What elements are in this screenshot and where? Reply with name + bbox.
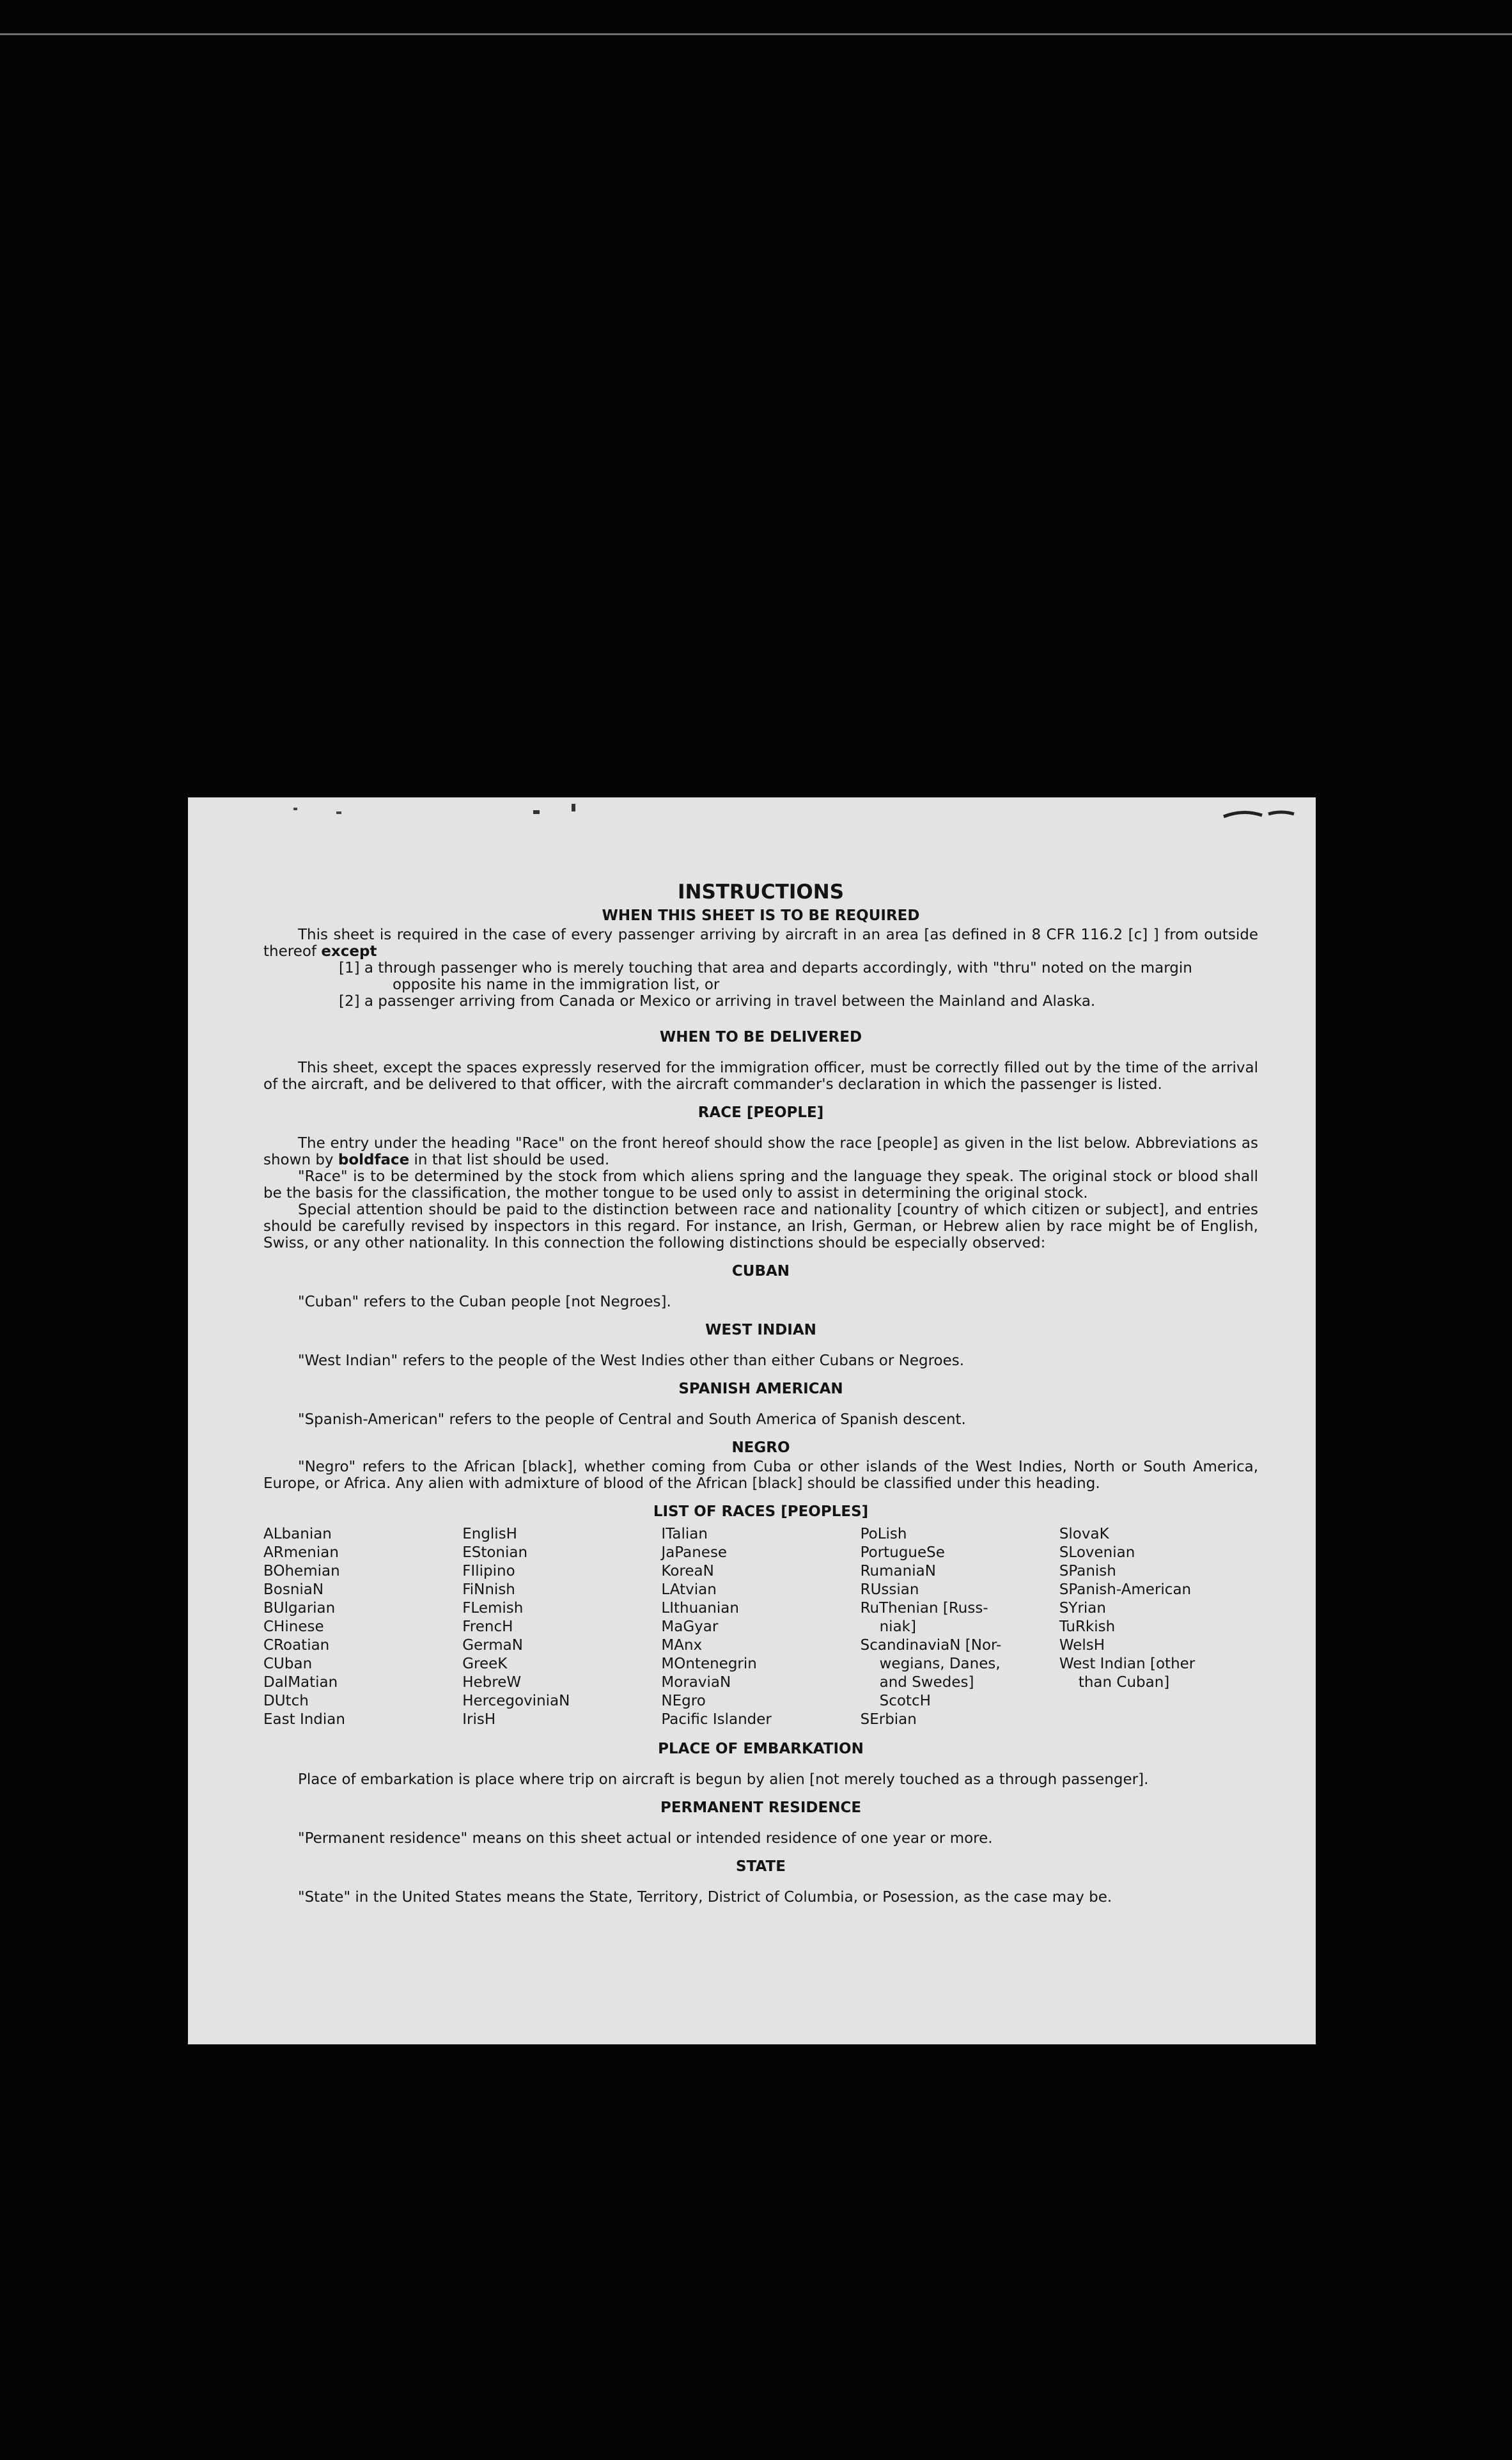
race-entry: TuRkish (1059, 1618, 1116, 1635)
race-entry: SErbian (860, 1711, 917, 1728)
race-entry: PortugueSe (860, 1544, 945, 1561)
race-entry: FIlipino (462, 1563, 515, 1579)
race-entry: GermaN (462, 1637, 523, 1654)
race-entry: KoreaN (661, 1563, 714, 1579)
race-paragraph-3: Special attention should be paid to the distinction between race and nationality [country of which citizen or subject], and entries should be carefully revised by inspectors in this regard. For instance, an Irish, German, or Hebrew alien by race might be of English, Swiss, or any other nationality. In this connection the following distinctions should be especially observed: (263, 1202, 1258, 1251)
race-entry: MOntenegrin (661, 1656, 757, 1672)
race-list (263, 1525, 1258, 1729)
race-entry: HercegoviniaN (462, 1693, 570, 1709)
required-intro: This sheet is required in the case of every passenger arriving by aircraft in an area [as defined in 8 CFR 116.2 [c] ] from outside thereof except (263, 927, 1258, 960)
race-column-4 (861, 1525, 1059, 1729)
race-entry: SYrian (1059, 1600, 1106, 1617)
race-entry: SPanish-American (1059, 1581, 1192, 1598)
race-entry: MAnx (661, 1637, 703, 1654)
race-entry: wegians, Danes, (879, 1656, 1001, 1672)
race-entry: EStonian (462, 1544, 528, 1561)
race-entry: PoLish (860, 1526, 907, 1542)
race-entry: WelsH (1059, 1637, 1105, 1654)
race-entry: DalMatian (263, 1674, 338, 1691)
race-entry: ALbanian (263, 1526, 332, 1542)
required-item-1: [1] a through passenger who is merely touching that area and departs accordingly, with "thru" noted on the margin opposite his name in the immigration list, or (339, 960, 1192, 993)
race-entry: IrisH (462, 1711, 496, 1728)
race-entry: Pacific Islander (661, 1711, 772, 1728)
race-entry: LIthuanian (661, 1600, 739, 1617)
section-heading-state: STATE (736, 1858, 786, 1875)
section-heading-race-list: LIST OF RACES [PEOPLES] (653, 1503, 869, 1520)
section-heading-delivered: WHEN TO BE DELIVERED (659, 1029, 862, 1046)
race-column-3 (661, 1525, 860, 1729)
embarkation-text: Place of embarkation is place where trip on aircraft is begun by alien [not merely touched as a through passenger]. (298, 1771, 1149, 1788)
race-column-2 (462, 1525, 661, 1729)
race-entry: than Cuban] (1078, 1674, 1170, 1691)
section-heading-cuban: CUBAN (731, 1263, 790, 1280)
race-entry: and Swedes] (879, 1674, 974, 1691)
race-entry: FrencH (462, 1618, 513, 1635)
race-entry: ScotcH (879, 1693, 931, 1709)
race-entry: SLovenian (1059, 1544, 1135, 1561)
section-heading-embarkation: PLACE OF EMBARKATION (658, 1741, 864, 1757)
cuban-text: "Cuban" refers to the Cuban people [not Negroes]. (298, 1294, 671, 1310)
section-heading-west-indian: WEST INDIAN (705, 1322, 816, 1338)
race-entry: RumaniaN (860, 1563, 936, 1579)
page-title: INSTRUCTIONS (677, 881, 845, 904)
residence-text: "Permanent residence" means on this sheet actual or intended residence of one year or more. (298, 1830, 993, 1847)
race-column-5 (1059, 1525, 1258, 1729)
race-entry: SPanish (1059, 1563, 1116, 1579)
race-entry: HebreW (462, 1674, 522, 1691)
race-entry: BosniaN (263, 1581, 324, 1598)
race-column-1 (263, 1525, 462, 1729)
section-heading-race: RACE [PEOPLE] (698, 1104, 824, 1121)
race-paragraph-1: The entry under the heading "Race" on the front hereof should show the race [people] as given in the list below. Abbreviations as shown by boldface in that list should be used. (263, 1135, 1258, 1168)
race-entry: West Indian [other (1059, 1656, 1196, 1672)
negro-text: "Negro" refers to the African [black], whether coming from Cuba or other islands of the West Indies, North or South America, Europe, or Africa. Any alien with admixture of blood of the African [black] should be classified under this heading. (263, 1459, 1258, 1492)
section-heading-residence: PERMANENT RESIDENCE (660, 1799, 862, 1816)
race-entry: RuThenian [Russ- (860, 1600, 988, 1617)
race-entry: niak] (879, 1618, 916, 1635)
race-entry: BOhemian (263, 1563, 340, 1579)
race-entry: FiNnish (462, 1581, 515, 1598)
race-entry: MaGyar (661, 1618, 719, 1635)
required-item-2: [2] a passenger arriving from Canada or Mexico or arriving in travel between the Mainland and Alaska. (339, 993, 1096, 1010)
race-paragraph-2: "Race" is to be determined by the stock from which aliens spring and the language they speak. The original stock or blood shall be the basis for the classification, the mother tongue to be used only to assist in determining the original stock. (263, 1168, 1258, 1202)
race-entry: NEgro (661, 1693, 706, 1709)
west-indian-text: "West Indian" refers to the people of the West Indies other than either Cubans or Negroes. (298, 1352, 965, 1369)
race-entry: RUssian (860, 1581, 919, 1598)
race-entry: JaPanese (661, 1544, 728, 1561)
race-entry: LAtvian (661, 1581, 717, 1598)
scan-edge-line (0, 33, 1512, 35)
race-entry: FLemish (462, 1600, 524, 1617)
race-entry: CUban (263, 1656, 313, 1672)
state-text: "State" in the United States means the State, Territory, District of Columbia, or Posession, as the case may be. (298, 1889, 1112, 1906)
race-entry: DUtch (263, 1693, 309, 1709)
race-entry: BUlgarian (263, 1600, 336, 1617)
race-entry: GreeK (462, 1656, 508, 1672)
section-heading-negro: NEGRO (731, 1439, 790, 1456)
race-entry: CHinese (263, 1618, 324, 1635)
race-entry: CRoatian (263, 1637, 330, 1654)
spanish-american-text: "Spanish-American" refers to the people of Central and South America of Spanish descent. (298, 1411, 966, 1428)
instruction-sheet (188, 797, 1316, 2044)
delivered-text: This sheet, except the spaces expressly reserved for the immigration officer, must be correctly filled out by the time of the arrival of the aircraft, and be delivered to that officer, with the aircraft commander's declaration in which the passenger is listed. (263, 1060, 1258, 1093)
race-entry: ITalian (661, 1526, 708, 1542)
race-entry: East Indian (263, 1711, 345, 1728)
race-entry: SlovaK (1059, 1526, 1109, 1542)
race-entry: ScandinaviaN [Nor- (860, 1637, 1002, 1654)
section-heading-spanish-american: SPANISH AMERICAN (678, 1381, 843, 1397)
race-entry: ARmenian (263, 1544, 339, 1561)
section-heading-required: WHEN THIS SHEET IS TO BE REQUIRED (602, 907, 920, 924)
race-entry: MoraviaN (661, 1674, 731, 1691)
race-entry: EnglisH (462, 1526, 517, 1542)
scan-specks (188, 797, 1316, 849)
